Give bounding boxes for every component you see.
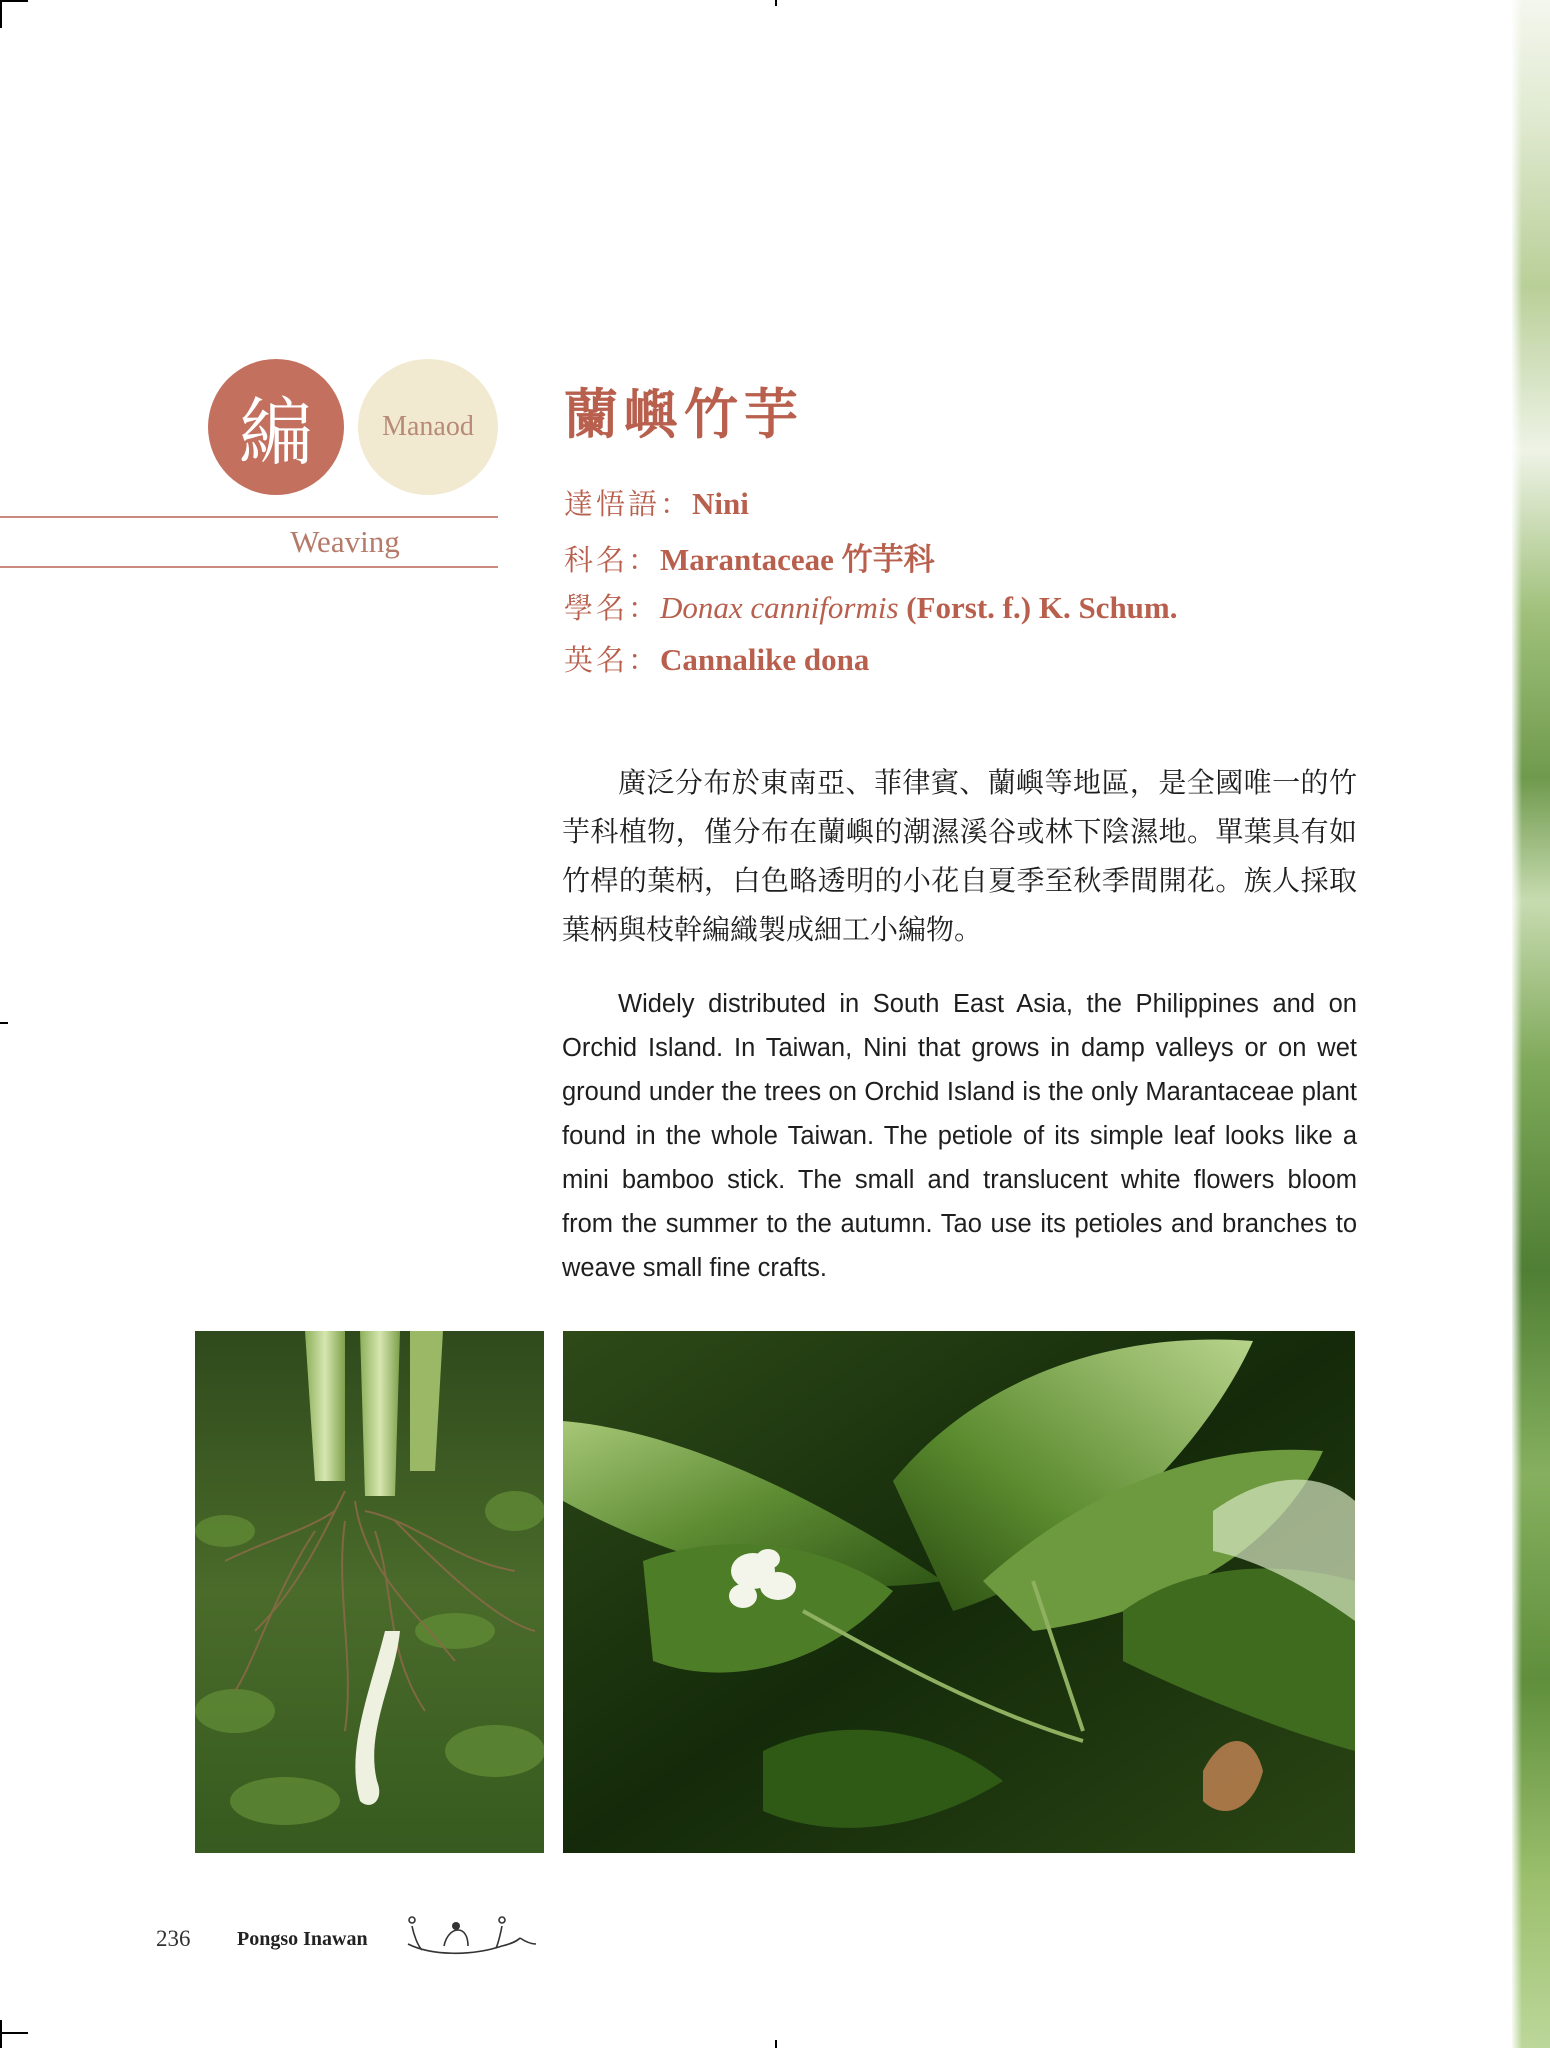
- meta-scientific-italic: Donax canniformis: [660, 590, 899, 625]
- meta-scientific-name: [564, 586, 1178, 627]
- category-rule-top: [0, 516, 498, 518]
- category-tao-badge: [358, 359, 498, 495]
- crop-mark: [0, 2032, 28, 2034]
- meta-scientific-author: (Forst. f.) K. Schum.: [898, 590, 1178, 625]
- crop-mark: [0, 2020, 2, 2048]
- plant-roots-photo: [195, 1331, 544, 1853]
- book-title: Pongso Inawan: [237, 1928, 368, 1950]
- plant-roots-illustration: [195, 1331, 544, 1853]
- meta-family: [564, 534, 935, 579]
- page-title: 蘭嶼竹芋: [564, 382, 804, 446]
- crop-mark: [0, 0, 2, 28]
- page-number: 236: [156, 1926, 191, 1951]
- meta-family-label: 科名：: [564, 543, 661, 577]
- category-english: Weaving: [290, 524, 400, 559]
- crop-mark: [775, 0, 777, 6]
- plant-flower-illustration: [563, 1331, 1355, 1853]
- decorative-side-strip: [1512, 0, 1550, 2048]
- canoe-icon: [402, 1908, 538, 1964]
- category-rule-bottom: [0, 566, 498, 568]
- meta-tao-value: Nini: [692, 486, 749, 521]
- category-tao-word: Manaod: [382, 411, 474, 442]
- meta-english-label: 英名：: [564, 643, 661, 677]
- meta-family-value: Marantaceae 竹芋科: [660, 542, 935, 577]
- crop-mark: [0, 1022, 8, 1024]
- meta-tao-label: 達悟語：: [564, 487, 693, 521]
- meta-english-value: Cannalike dona: [660, 642, 870, 677]
- meta-scientific-label: 學名：: [564, 591, 661, 625]
- meta-tao-name: [564, 482, 749, 523]
- crop-mark: [775, 2040, 777, 2048]
- crop-mark: [0, 0, 28, 2]
- meta-english-name: [564, 638, 869, 679]
- category-glyph: 編: [239, 390, 313, 476]
- category-glyph-badge: [208, 359, 344, 495]
- body-english-paragraph: Widely distributed in South East Asia, the Philippines and on Orchid Island. In Taiwan, Nini that grows in damp valleys or on wet ground under the trees on Orchid Island is the only Marantaceae plant found in the whole Taiwan. The petiole of its simple leaf looks like a mini bamboo stick. The small and translucent white flowers bloom from the summer to the autumn. Tao use its petioles and branches to weave small fine crafts.: [562, 990, 1357, 1282]
- body-chinese-paragraph: 廣泛分布於東南亞、菲律賓、蘭嶼等地區，是全國唯一的竹芋科植物，僅分布在蘭嶼的潮濕溪谷或林下陰濕地。單葉具有如竹桿的葉柄，白色略透明的小花自夏季至秋季間開花。族人採取葉柄與枝幹編織製成細工小編物。: [562, 766, 1357, 946]
- plant-flower-photo: [563, 1331, 1355, 1853]
